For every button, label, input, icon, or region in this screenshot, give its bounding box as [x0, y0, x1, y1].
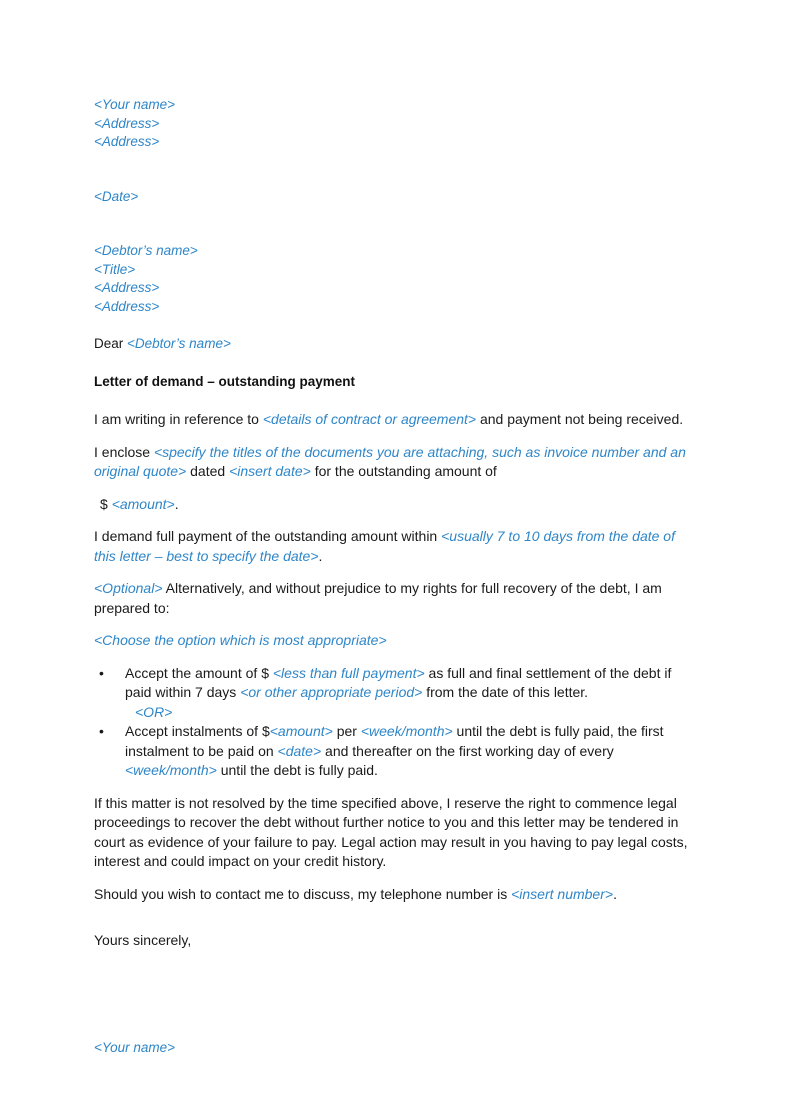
debtor-title-placeholder: <Title> — [94, 261, 136, 277]
optional-text-part-1: Alternatively, and without prejudice to my rights for full recovery of the debt, I am prepared to: — [94, 580, 662, 616]
contact-text-part-1: Should you wish to contact me to discuss, my telephone number is — [94, 885, 512, 902]
recipient-address-block — [94, 242, 695, 316]
paragraph-legal-action: If this matter is not resolved by the time specified above, I reserve the right to commence legal proceedings to recover the debt without further notice to you and this letter may be tendered in court as evidence of your failure to pay. Legal action may result in you having to pay legal costs, interest and could impact on your credit history. — [94, 794, 688, 869]
sender-name-placeholder: <Your name> — [94, 97, 176, 112]
list-item-lump-sum — [94, 664, 698, 723]
enclose-text-part-1: I enclose — [94, 443, 154, 460]
signature-space — [94, 965, 695, 1003]
paragraph-optional — [94, 579, 694, 618]
paragraph-demand — [94, 527, 694, 566]
demand-text-part-1: I demand full payment of the outstanding amount within — [94, 528, 442, 544]
salutation-line — [94, 335, 695, 354]
outstanding-amount-line — [94, 495, 695, 515]
insert-date-placeholder: <insert date> — [229, 463, 311, 479]
closing-salutation: Yours sincerely, — [94, 932, 192, 948]
signature-space-extra — [94, 1003, 695, 1039]
spacer-after-sender — [94, 152, 695, 188]
less-than-full-payment-placeholder: <less than full payment> — [272, 664, 425, 681]
salutation-prefix: Dear — [94, 336, 128, 351]
first-instalment-date-placeholder: <date> — [277, 742, 322, 759]
amount-placeholder: <amount> — [111, 495, 175, 512]
optional-placeholder: <Optional> — [94, 580, 163, 596]
spacer-paragraph-4 — [94, 566, 695, 579]
demand-text-part-2: . — [318, 547, 323, 564]
spacer-paragraph-2 — [94, 482, 695, 495]
spacer-paragraph-6 — [94, 872, 695, 885]
debtor-name-placeholder: <Debtor’s name> — [94, 243, 198, 258]
telephone-number-placeholder: <insert number> — [511, 885, 614, 902]
bullet-icon: • — [99, 664, 104, 681]
date-placeholder: <Date> — [94, 188, 139, 204]
bullet-icon: • — [99, 723, 104, 739]
spacer-paragraph-3 — [94, 514, 695, 527]
debtor-address-line-2-placeholder: <Address> — [94, 298, 160, 314]
amount-line-period: . — [174, 495, 179, 512]
reference-text-part-2: and payment not being received. — [476, 411, 684, 427]
spacer-before-heading — [94, 354, 695, 373]
bullet-1-text-part-1: Accept the amount of $ — [125, 664, 273, 681]
spacer-paragraph-5 — [94, 618, 695, 631]
sender-address-block — [94, 96, 695, 152]
contract-details-placeholder: <details of contract or agreement> — [262, 411, 477, 427]
spacer-before-salutation — [94, 316, 695, 335]
list-item-instalments — [94, 722, 698, 781]
bullet-2-text-part-3: until the debt is fully paid, the first instalment to be paid on — [125, 723, 664, 759]
reference-text-part-1: I am writing in reference to — [94, 411, 263, 427]
paragraph-reference — [94, 410, 694, 430]
bullet-2-text-part-4: and thereafter on the first working day of every — [321, 742, 614, 759]
spacer-before-bullets — [94, 651, 695, 664]
spacer-before-closing — [94, 904, 695, 917]
spacer-after-heading — [94, 391, 695, 410]
or-separator-label: <OR> — [135, 703, 173, 720]
sender-address-line-2-placeholder: <Address> — [94, 134, 160, 149]
letter-heading: Letter of demand – outstanding payment — [94, 373, 356, 389]
document-titles-placeholder: <specify the titles of the documents you are attaching, such as invoice number and an original quote> — [94, 443, 686, 479]
contact-text-part-2: . — [613, 885, 617, 902]
bullet-2-text-part-1: Accept instalments of $ — [125, 723, 270, 739]
bullet-2-text-part-5: until the debt is fully paid. — [216, 762, 378, 778]
sender-address-line-1-placeholder: <Address> — [94, 115, 160, 131]
bullet-2-text-part-2: per — [332, 723, 361, 739]
choose-option-line — [94, 631, 694, 651]
currency-symbol: $ — [100, 495, 112, 512]
choose-option-placeholder: <Choose the option which is most appropriate> — [94, 632, 387, 648]
signature-name-placeholder: <Your name> — [94, 1039, 176, 1055]
bullet-1-text-part-3: from the date of this letter. — [422, 684, 589, 700]
enclose-text-part-3: for the outstanding amount of — [310, 463, 497, 479]
spacer-paragraph-1 — [94, 430, 695, 443]
settlement-options-list — [94, 664, 698, 781]
instalment-frequency-2-placeholder: <week/month> — [125, 762, 217, 778]
paragraph-contact — [94, 885, 694, 905]
date-block — [94, 188, 695, 207]
enclose-text-part-2: dated — [186, 463, 230, 479]
payment-period-placeholder: <usually 7 to 10 days from the date of this letter – best to specify the date> — [94, 528, 675, 564]
instalment-frequency-placeholder: <week/month> — [360, 723, 453, 739]
appropriate-period-placeholder: <or other appropriate period> — [240, 684, 423, 700]
bullet-1-text-part-2: as full and final settlement of the debt if paid within 7 days — [125, 664, 672, 700]
spacer-after-date — [94, 206, 695, 242]
spacer-after-bullets — [94, 781, 695, 794]
paragraph-enclose — [94, 443, 694, 482]
debtor-address-line-1-placeholder: <Address> — [94, 280, 160, 295]
salutation-debtor-placeholder: <Debtor’s name> — [127, 336, 231, 351]
instalment-amount-placeholder: <amount> — [269, 723, 333, 739]
